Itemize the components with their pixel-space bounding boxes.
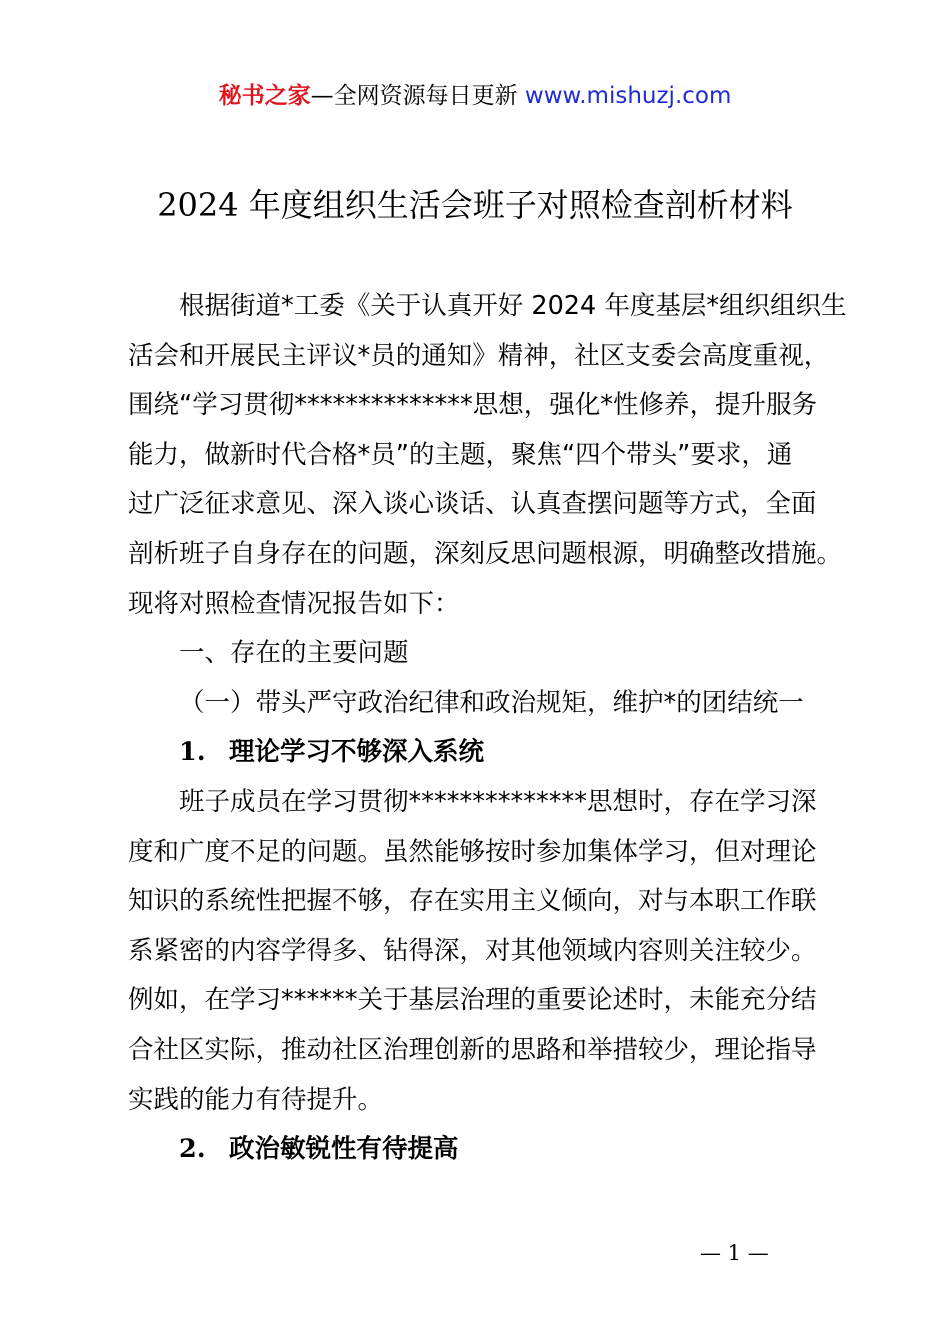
item-number: 2. bbox=[179, 1134, 206, 1165]
site-url[interactable]: www.mishuzj.com bbox=[524, 83, 732, 109]
item-title: 理论学习不够深入系统 bbox=[229, 737, 485, 768]
intro-line: 剖析班子自身存在的问题，深刻反思问题根源，明确整改措施。 bbox=[128, 538, 843, 569]
intro-line: 活会和开展民主评议*员的通知》精神，社区支委会高度重视， bbox=[128, 340, 830, 371]
intro-line: 围绕“学习贯彻**************思想，强化*性修养，提升服务 bbox=[128, 390, 817, 421]
brand-name: 秘书之家 bbox=[218, 83, 311, 109]
subsection-heading: （一）带头严守政治纪律和政治规矩，维护*的团结统一 bbox=[179, 687, 804, 718]
intro-line: 能力，做新时代合格*员”的主题，聚焦“四个带头”要求，通 bbox=[128, 439, 793, 470]
intro-line: 过广泛征求意见、深入谈心谈话、认真查摆问题等方式，全面 bbox=[128, 489, 817, 520]
header-tagline: —全网资源每日更新 bbox=[310, 83, 525, 109]
intro-line: 根据街道*工委《关于认真开好 2024 年度基层*组织组织生 bbox=[179, 291, 847, 321]
paragraph-line: 度和广度不足的问题。虽然能够按时参加集体学习，但对理论 bbox=[128, 836, 817, 867]
paragraph-line: 合社区实际，推动社区治理创新的思路和举措较少，理论指导 bbox=[128, 1034, 817, 1065]
section-heading: 一、存在的主要问题 bbox=[179, 638, 409, 669]
paragraph-line: 系紧密的内容学得多、钻得深，对其他领域内容则关注较少。 bbox=[128, 935, 817, 966]
item-number: 1. bbox=[179, 737, 206, 768]
paragraph-line: 知识的系统性把握不够，存在实用主义倾向，对与本职工作联 bbox=[128, 886, 817, 917]
page-number: — 1 — bbox=[700, 1241, 769, 1265]
site-header bbox=[0, 80, 950, 112]
document-body bbox=[128, 282, 847, 1175]
item-title: 政治敏锐性有待提高 bbox=[229, 1134, 459, 1165]
paragraph-line: 班子成员在学习贯彻**************思想时，存在学习深 bbox=[179, 786, 817, 817]
paragraph-line: 例如，在学习******关于基层治理的重要论述时，未能充分结 bbox=[128, 985, 817, 1016]
item-heading bbox=[128, 1125, 844, 1175]
paragraph-line: 实践的能力有待提升。 bbox=[128, 1084, 384, 1115]
item-heading bbox=[128, 728, 844, 778]
document-title: 2024 年度组织生活会班子对照检查剖析材料 bbox=[157, 186, 793, 224]
intro-line: 现将对照检查情况报告如下： bbox=[128, 588, 460, 619]
